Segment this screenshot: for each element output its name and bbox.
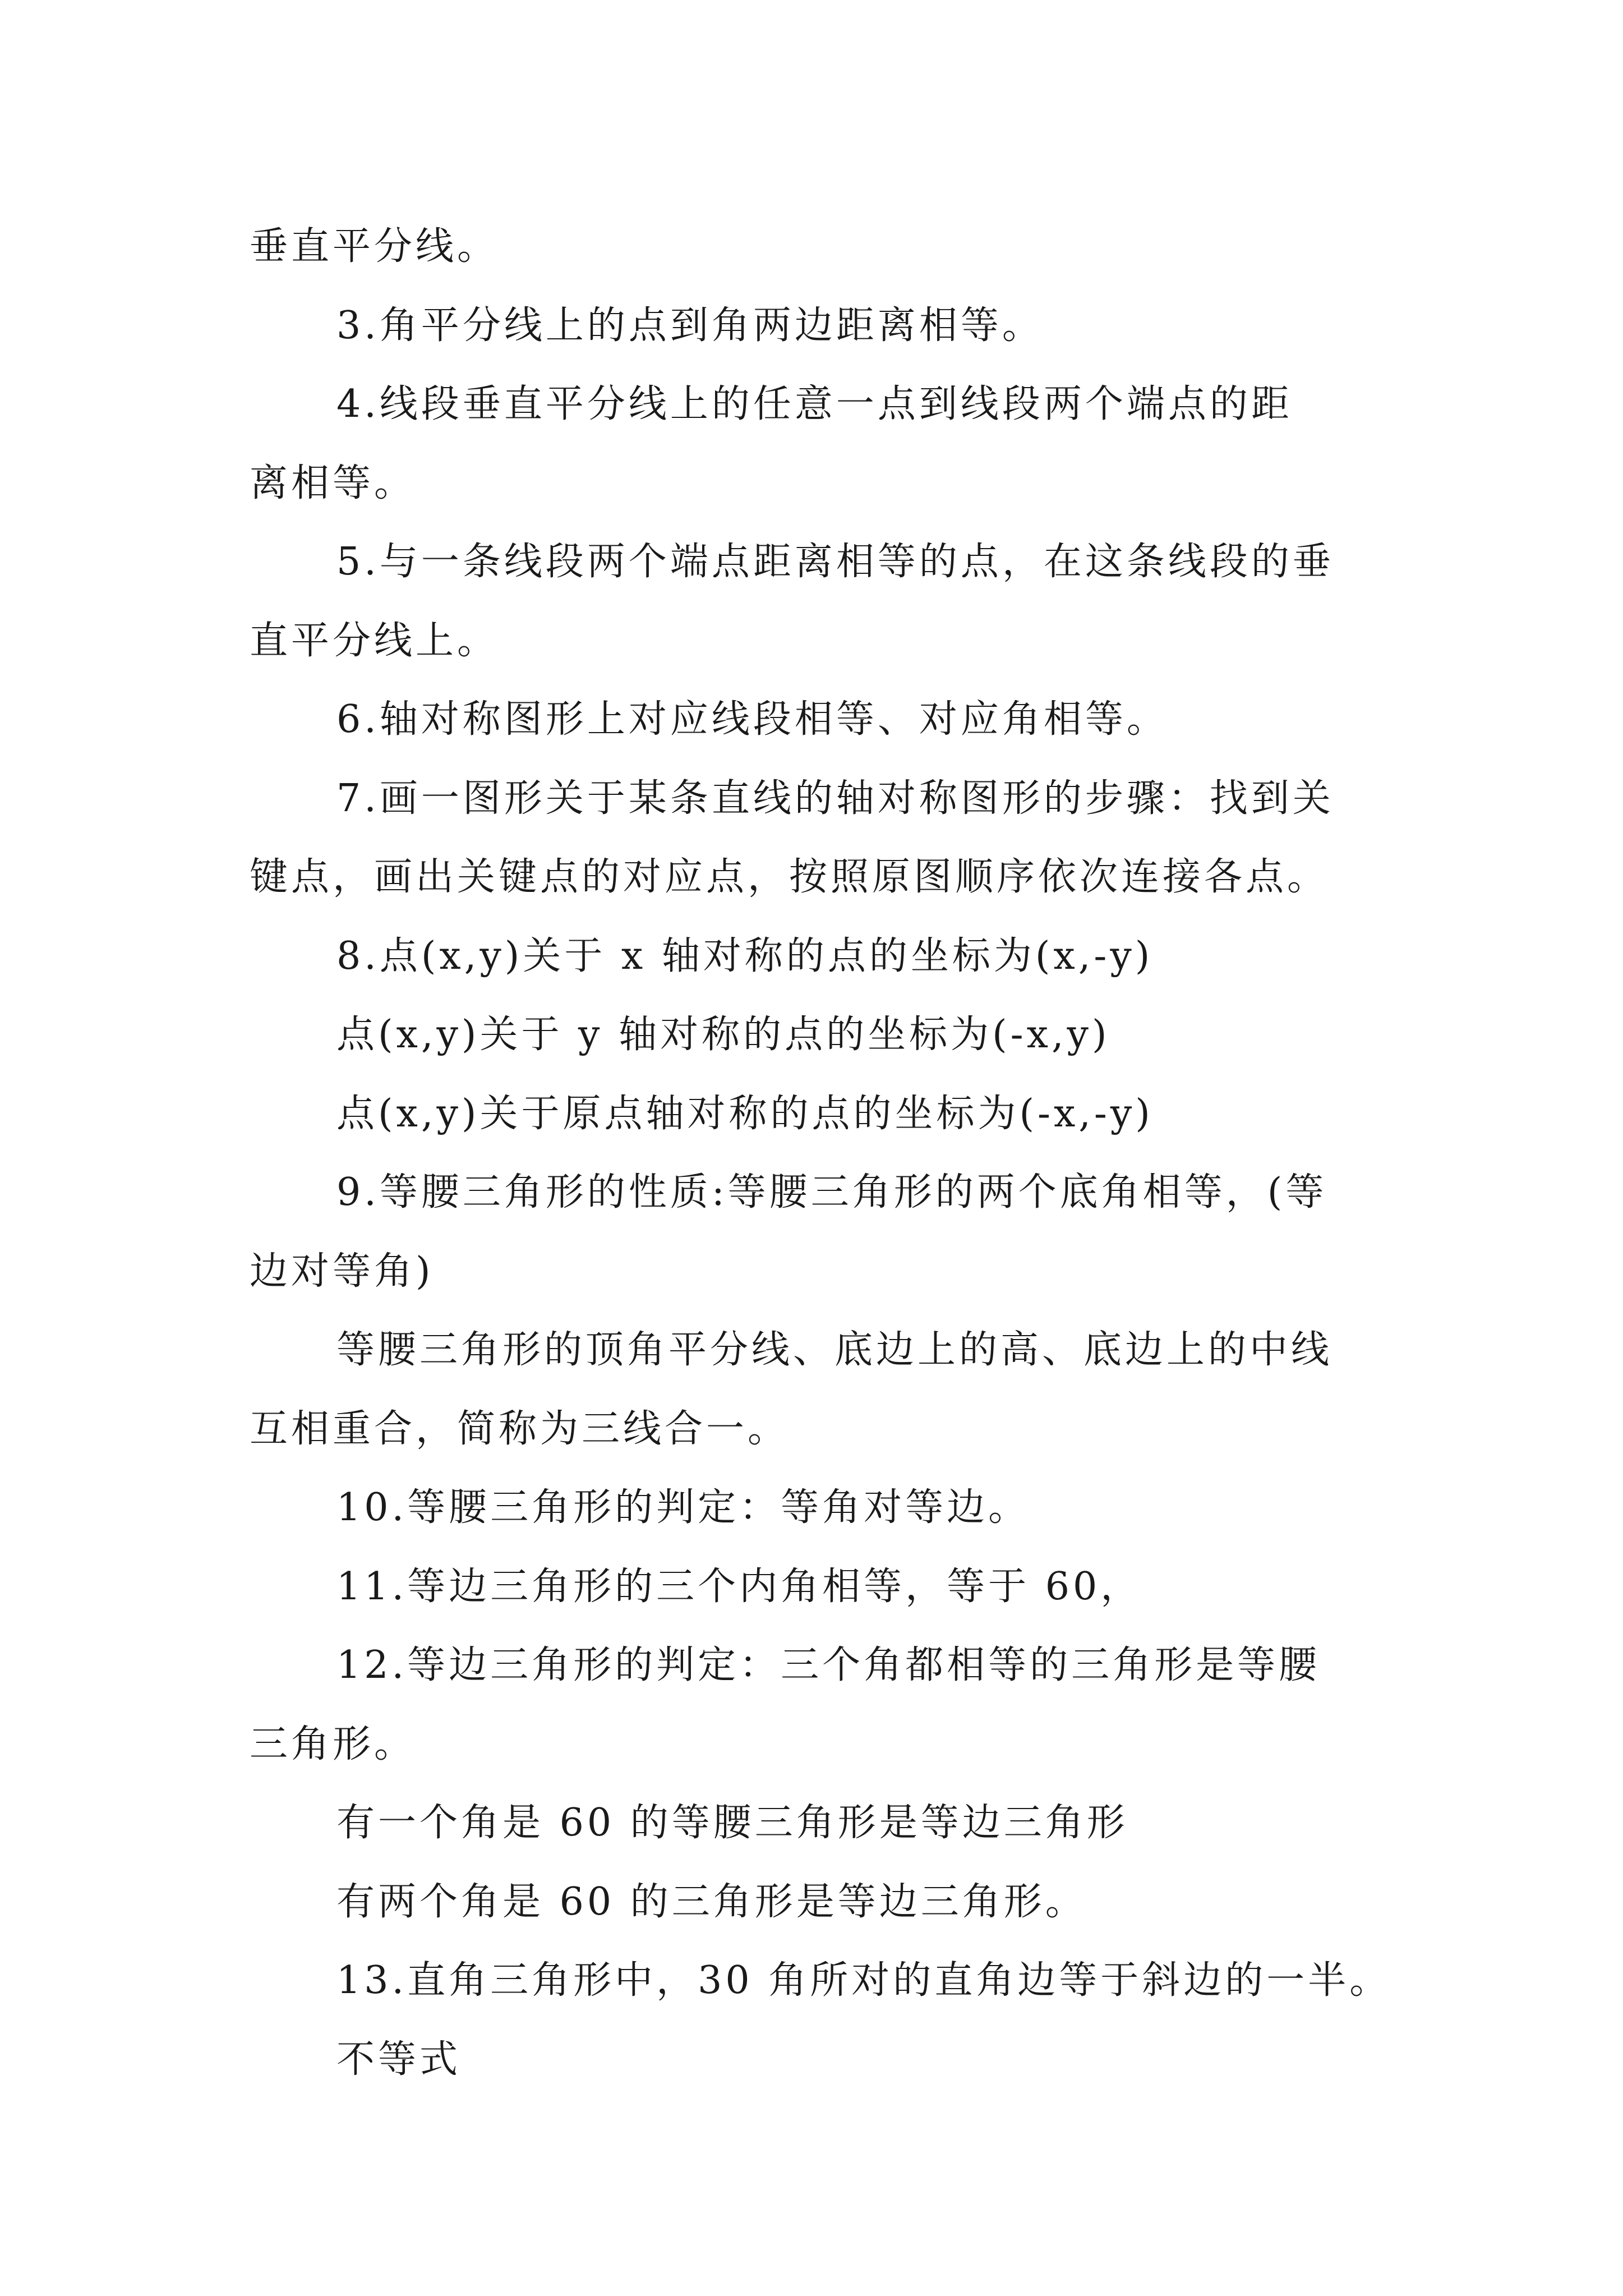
text-line: 13.直角三角形中，30 角所对的直角边等于斜边的一半。 xyxy=(336,1958,1391,2003)
text-line: 3.角平分线上的点到角两边距离相等。 xyxy=(336,303,1044,348)
text-line: 8.点(x,y)关于 x 轴对称的点的坐标为(x,-y) xyxy=(336,933,1154,978)
text-line: 直平分线上。 xyxy=(250,618,499,663)
text-line: 互相重合，简称为三线合一。 xyxy=(250,1406,790,1451)
text-line: 垂直平分线。 xyxy=(250,224,499,269)
text-line: 5.与一条线段两个端点距离相等的点，在这条线段的垂 xyxy=(336,540,1334,584)
text-line: 边对等角) xyxy=(250,1249,434,1294)
document-body xyxy=(250,208,1391,2099)
text-line: 点(x,y)关于原点轴对称的点的坐标为(-x,-y) xyxy=(336,1091,1154,1136)
section-heading: 不等式 xyxy=(336,2037,462,2082)
text-line: 10.等腰三角形的判定：等角对等边。 xyxy=(336,1485,1030,1530)
text-line: 7.画一图形关于某条直线的轴对称图形的步骤：找到关 xyxy=(336,776,1334,821)
text-line: 9.等腰三角形的性质:等腰三角形的两个底角相等，(等 xyxy=(336,1170,1327,1214)
text-line: 离相等。 xyxy=(250,461,416,505)
text-line: 有两个角是 60 的三角形是等边三角形。 xyxy=(336,1879,1087,1924)
text-line: 12.等边三角形的判定：三个角都相等的三角形是等腰 xyxy=(336,1643,1321,1687)
text-line: 11.等边三角形的三个内角相等，等于 60， xyxy=(336,1564,1142,1609)
text-line: 等腰三角形的顶角平分线、底边上的高、底边上的中线 xyxy=(336,1328,1333,1372)
text-line: 4.线段垂直平分线上的任意一点到线段两个端点的距 xyxy=(336,382,1293,426)
text-line: 6.轴对称图形上对应线段相等、对应角相等。 xyxy=(336,697,1168,742)
text-line: 键点，画出关键点的对应点，按照原图顺序依次连接各点。 xyxy=(250,855,1329,899)
text-line: 有一个角是 60 的等腰三角形是等边三角形 xyxy=(336,1801,1128,1845)
text-line: 点(x,y)关于 y 轴对称的点的坐标为(-x,y) xyxy=(336,1013,1110,1057)
text-line: 三角形。 xyxy=(250,1722,416,1766)
